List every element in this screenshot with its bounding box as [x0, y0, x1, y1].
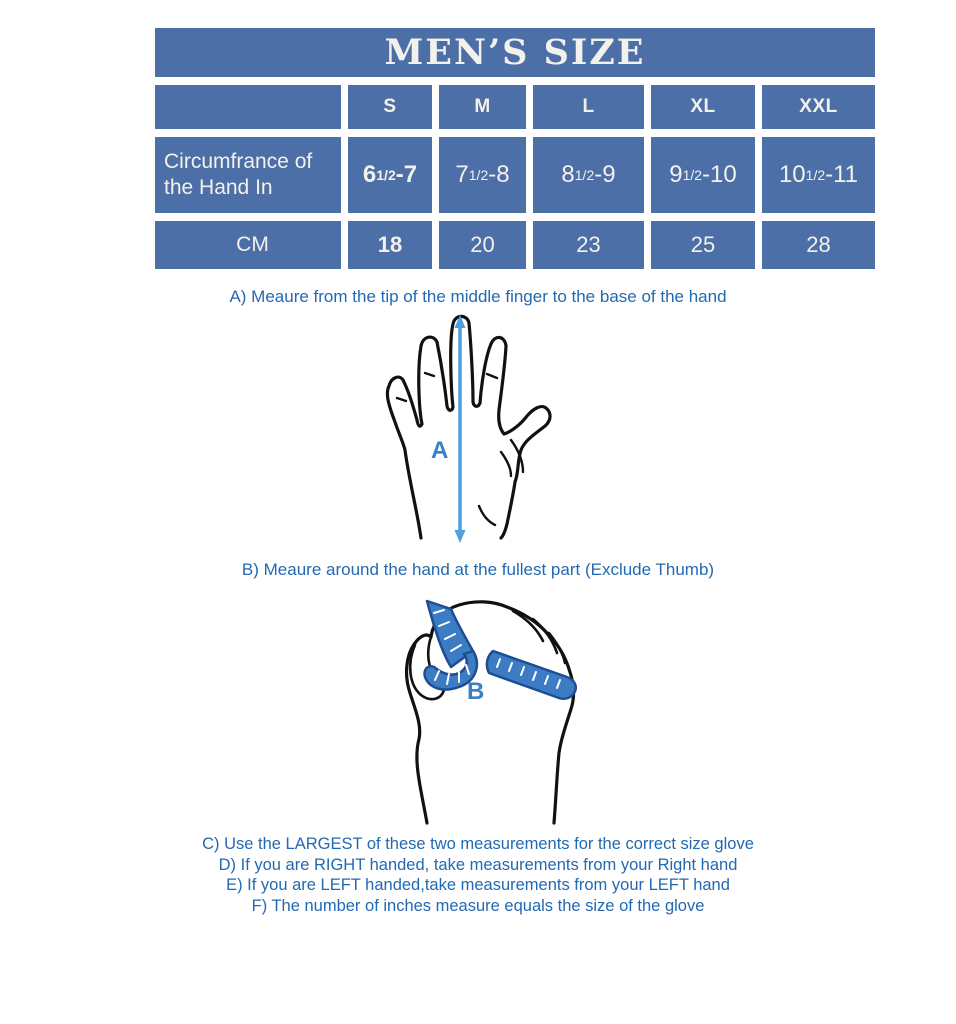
- open-hand-measure-diagram: [383, 310, 558, 546]
- inches-fraction: 1/2: [805, 167, 826, 183]
- header-cell-m: M: [439, 85, 526, 129]
- instruction-f: F) The number of inches measure equals the size of the glove: [251, 896, 705, 915]
- inches-value: -9: [594, 161, 616, 188]
- inches-value: 6: [362, 161, 377, 188]
- label-a: A: [431, 437, 449, 464]
- inches-value: -7: [395, 161, 418, 188]
- men-size-table: [155, 28, 875, 269]
- header-cell-l: L: [533, 85, 644, 129]
- label-b: B: [467, 678, 485, 705]
- inches-value: -8: [488, 161, 510, 188]
- inches-fraction: 1/2: [468, 167, 489, 183]
- instruction-list: [0, 834, 956, 916]
- inches-cell-m: [439, 137, 526, 213]
- inches-fraction: 1/2: [682, 167, 703, 183]
- inches-value: 10: [778, 161, 806, 188]
- cm-cell-xl: 25: [651, 221, 755, 269]
- inches-value: 9: [669, 161, 683, 188]
- header-cell-empty: [155, 85, 341, 129]
- inches-value: -10: [702, 161, 737, 188]
- instruction-e: E) If you are LEFT handed,take measurements from your LEFT hand: [226, 876, 730, 894]
- header-cell-s: S: [348, 85, 432, 129]
- inches-fraction: 1/2: [574, 167, 595, 183]
- row-label-cm: CM: [155, 221, 341, 269]
- inches-value: -11: [825, 161, 859, 188]
- cm-cell-m: 20: [439, 221, 526, 269]
- inches-value: 7: [455, 161, 469, 188]
- table-title: MEN’S SIZE: [155, 28, 875, 77]
- hand-outline: [387, 316, 550, 538]
- row-label-inches: Circumfrance of the Hand In: [155, 137, 341, 213]
- inches-cell-xxl: [762, 137, 875, 213]
- cm-cell-xxl: 28: [762, 221, 875, 269]
- inches-cell-s: [348, 137, 432, 213]
- fist-measure-diagram: [397, 593, 589, 827]
- cm-cell-s: 18: [348, 221, 432, 269]
- inches-cell-l: [533, 137, 644, 213]
- inches-fraction: 1/2: [376, 167, 396, 183]
- instruction-d: D) If you are RIGHT handed, take measurements from your Right hand: [218, 855, 738, 874]
- inches-cell-xl: [651, 137, 755, 213]
- instruction-c: C) Use the LARGEST of these two measurements for the correct size glove: [202, 835, 754, 853]
- instruction-a: A) Meaure from the tip of the middle finger to the base of the hand: [229, 287, 727, 306]
- inches-value: 8: [561, 161, 575, 188]
- header-cell-xxl: XXL: [762, 85, 875, 129]
- instruction-b: B) Meaure around the hand at the fullest part (Exclude Thumb): [241, 560, 715, 579]
- cm-cell-l: 23: [533, 221, 644, 269]
- header-cell-xl: XL: [651, 85, 755, 129]
